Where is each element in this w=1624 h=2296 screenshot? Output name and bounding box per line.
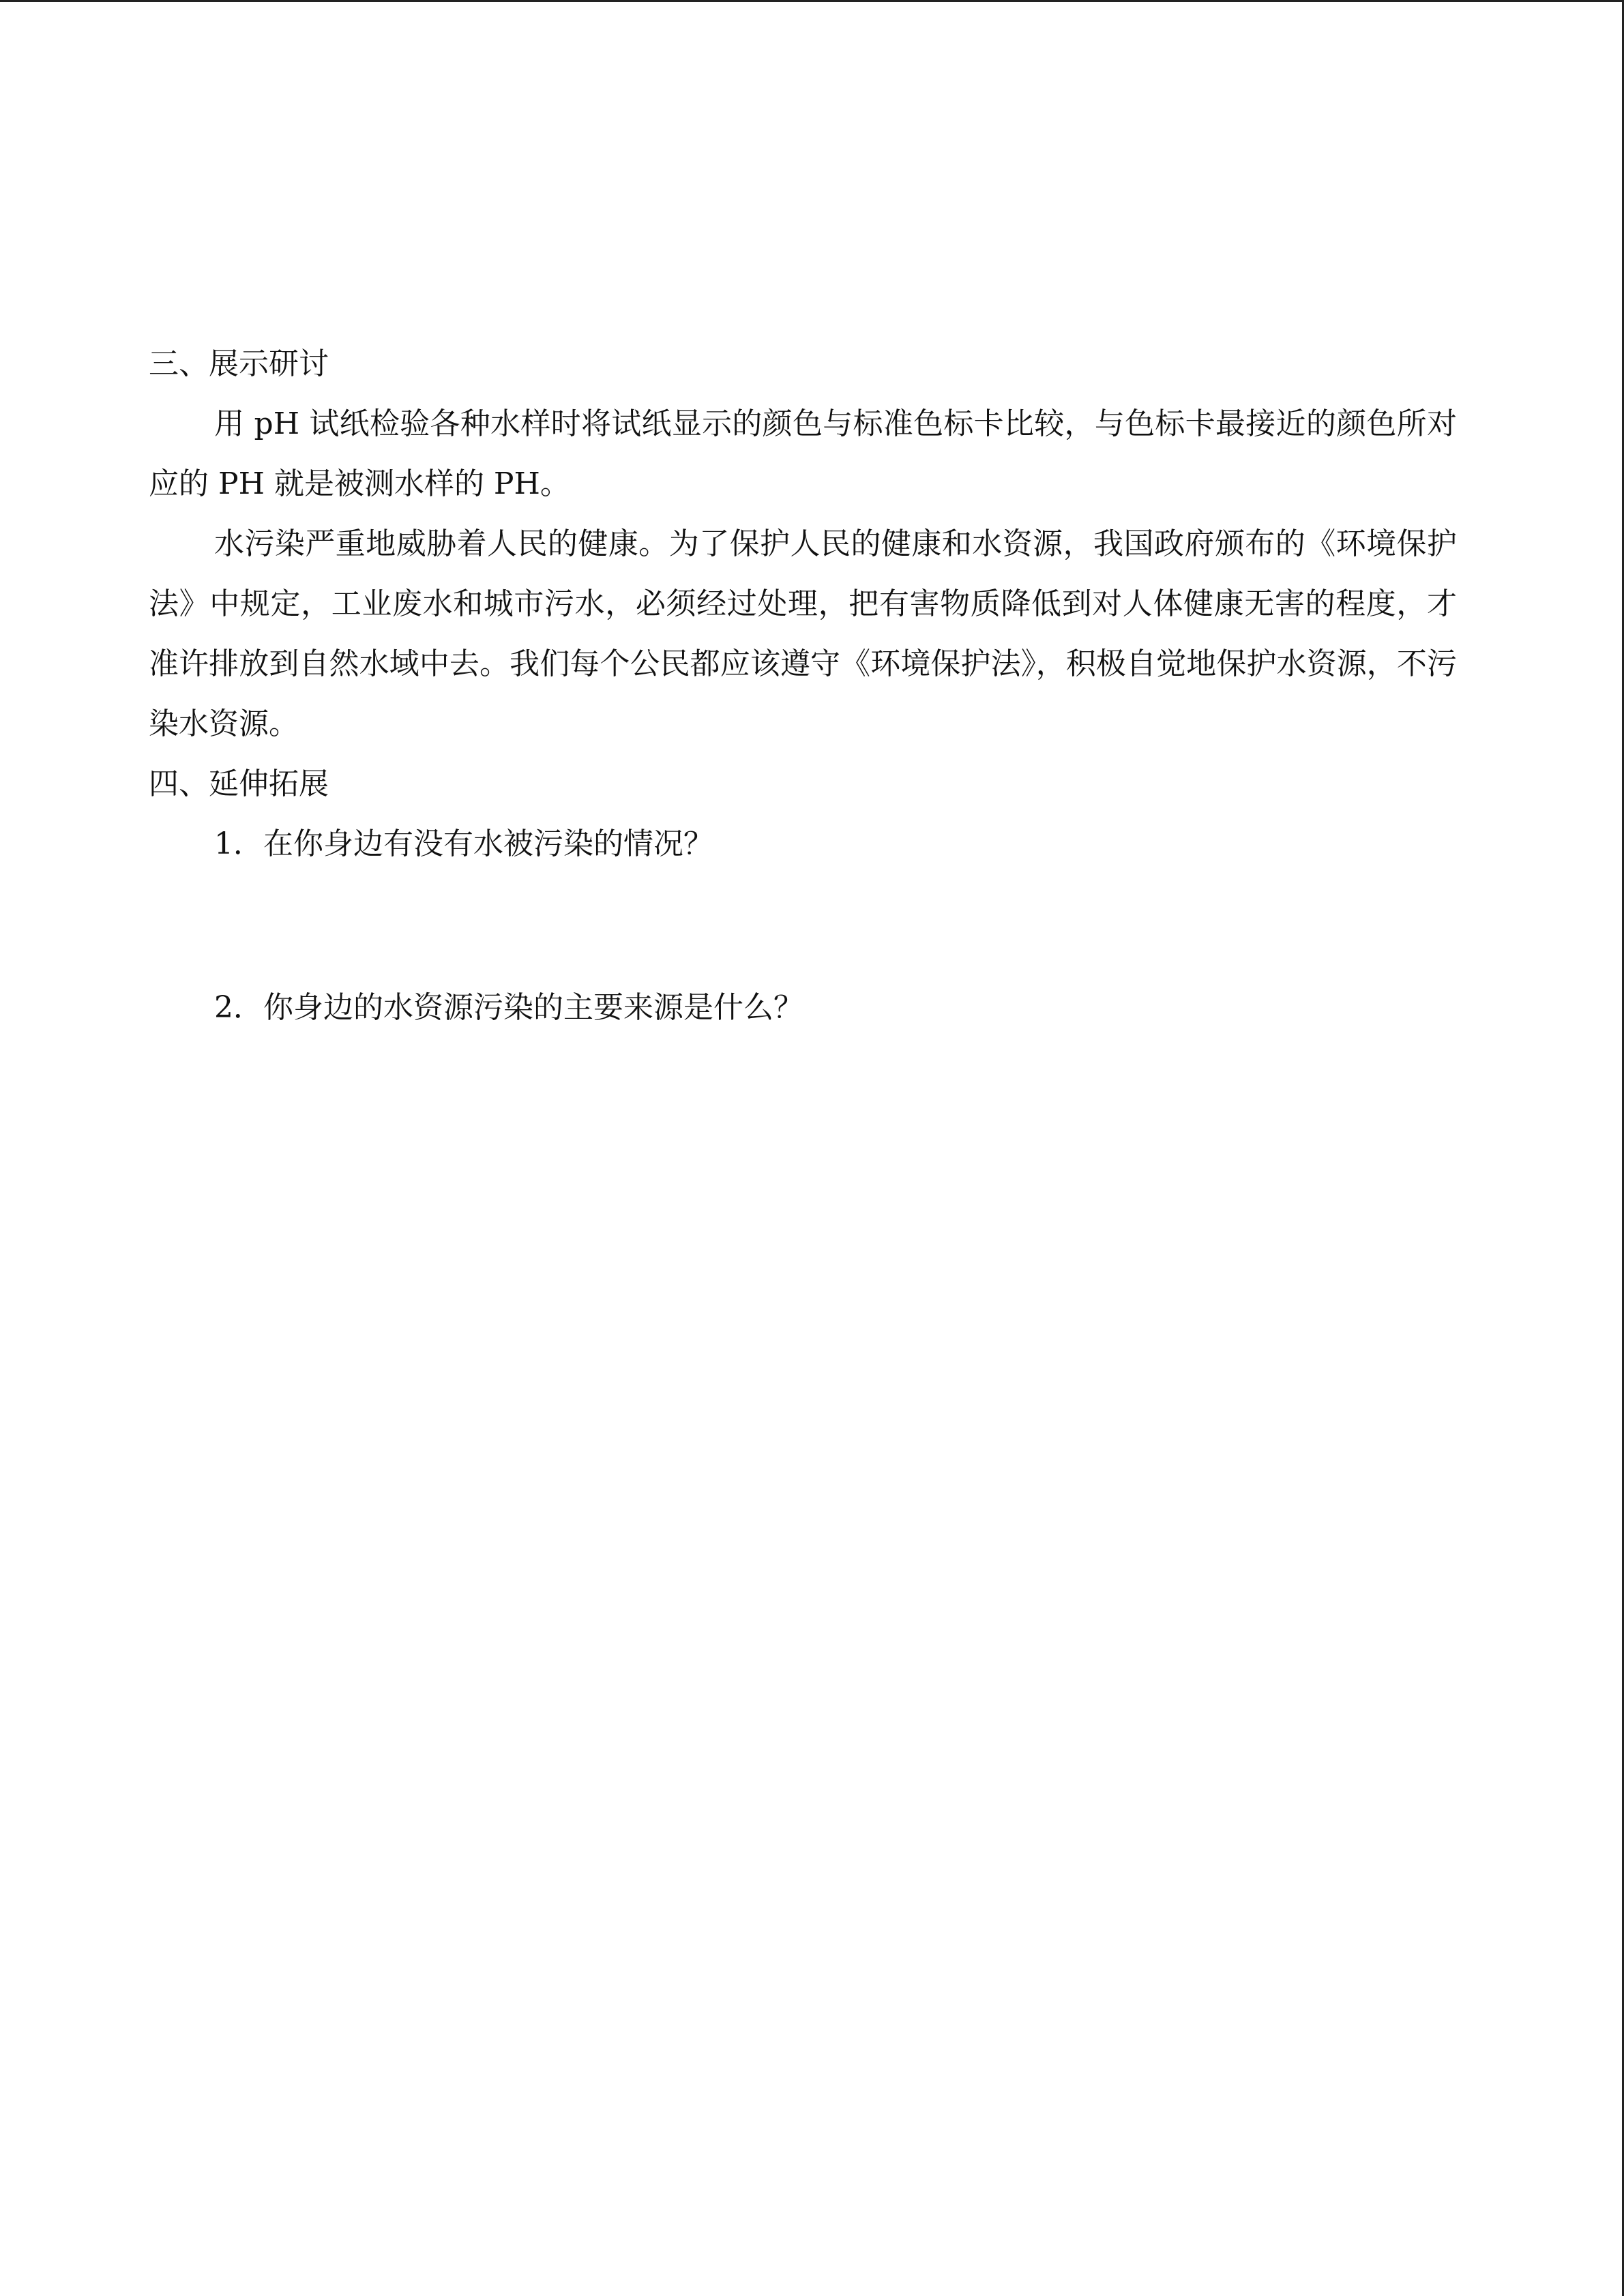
page-top-border: [0, 0, 1624, 2]
paragraph-water-pollution: 水污染严重地威胁着人民的健康。为了保护人民的健康和水资源，我国政府颁布的《环境保护法》中规定，工业废水和城市污水，必须经过处理，把有害物质降低到对人体健康无害的程度，才准许排放到自然水域中去。我们每个公民都应该遵守《环境保护法》，积极自觉地保护水资源，不污染水资源。: [149, 526, 1457, 741]
answer-space-1: [149, 874, 1457, 978]
question-1: 1．在你身边有没有水被污染的情况？: [214, 826, 713, 861]
paragraph-ph-test: 用 pH 试纸检验各种水样时将试纸显示的颜色与标准色标卡比较，与色标卡最接近的颜色所对应的 PH 就是被测水样的 PH。: [149, 406, 1457, 501]
section-heading-showcase: 三、展示研讨: [149, 346, 329, 381]
section-heading-extension: 四、延伸拓展: [149, 766, 329, 801]
question-2: 2．你身边的水资源污染的主要来源是什么？: [214, 990, 803, 1025]
document-body: [149, 334, 1457, 1038]
